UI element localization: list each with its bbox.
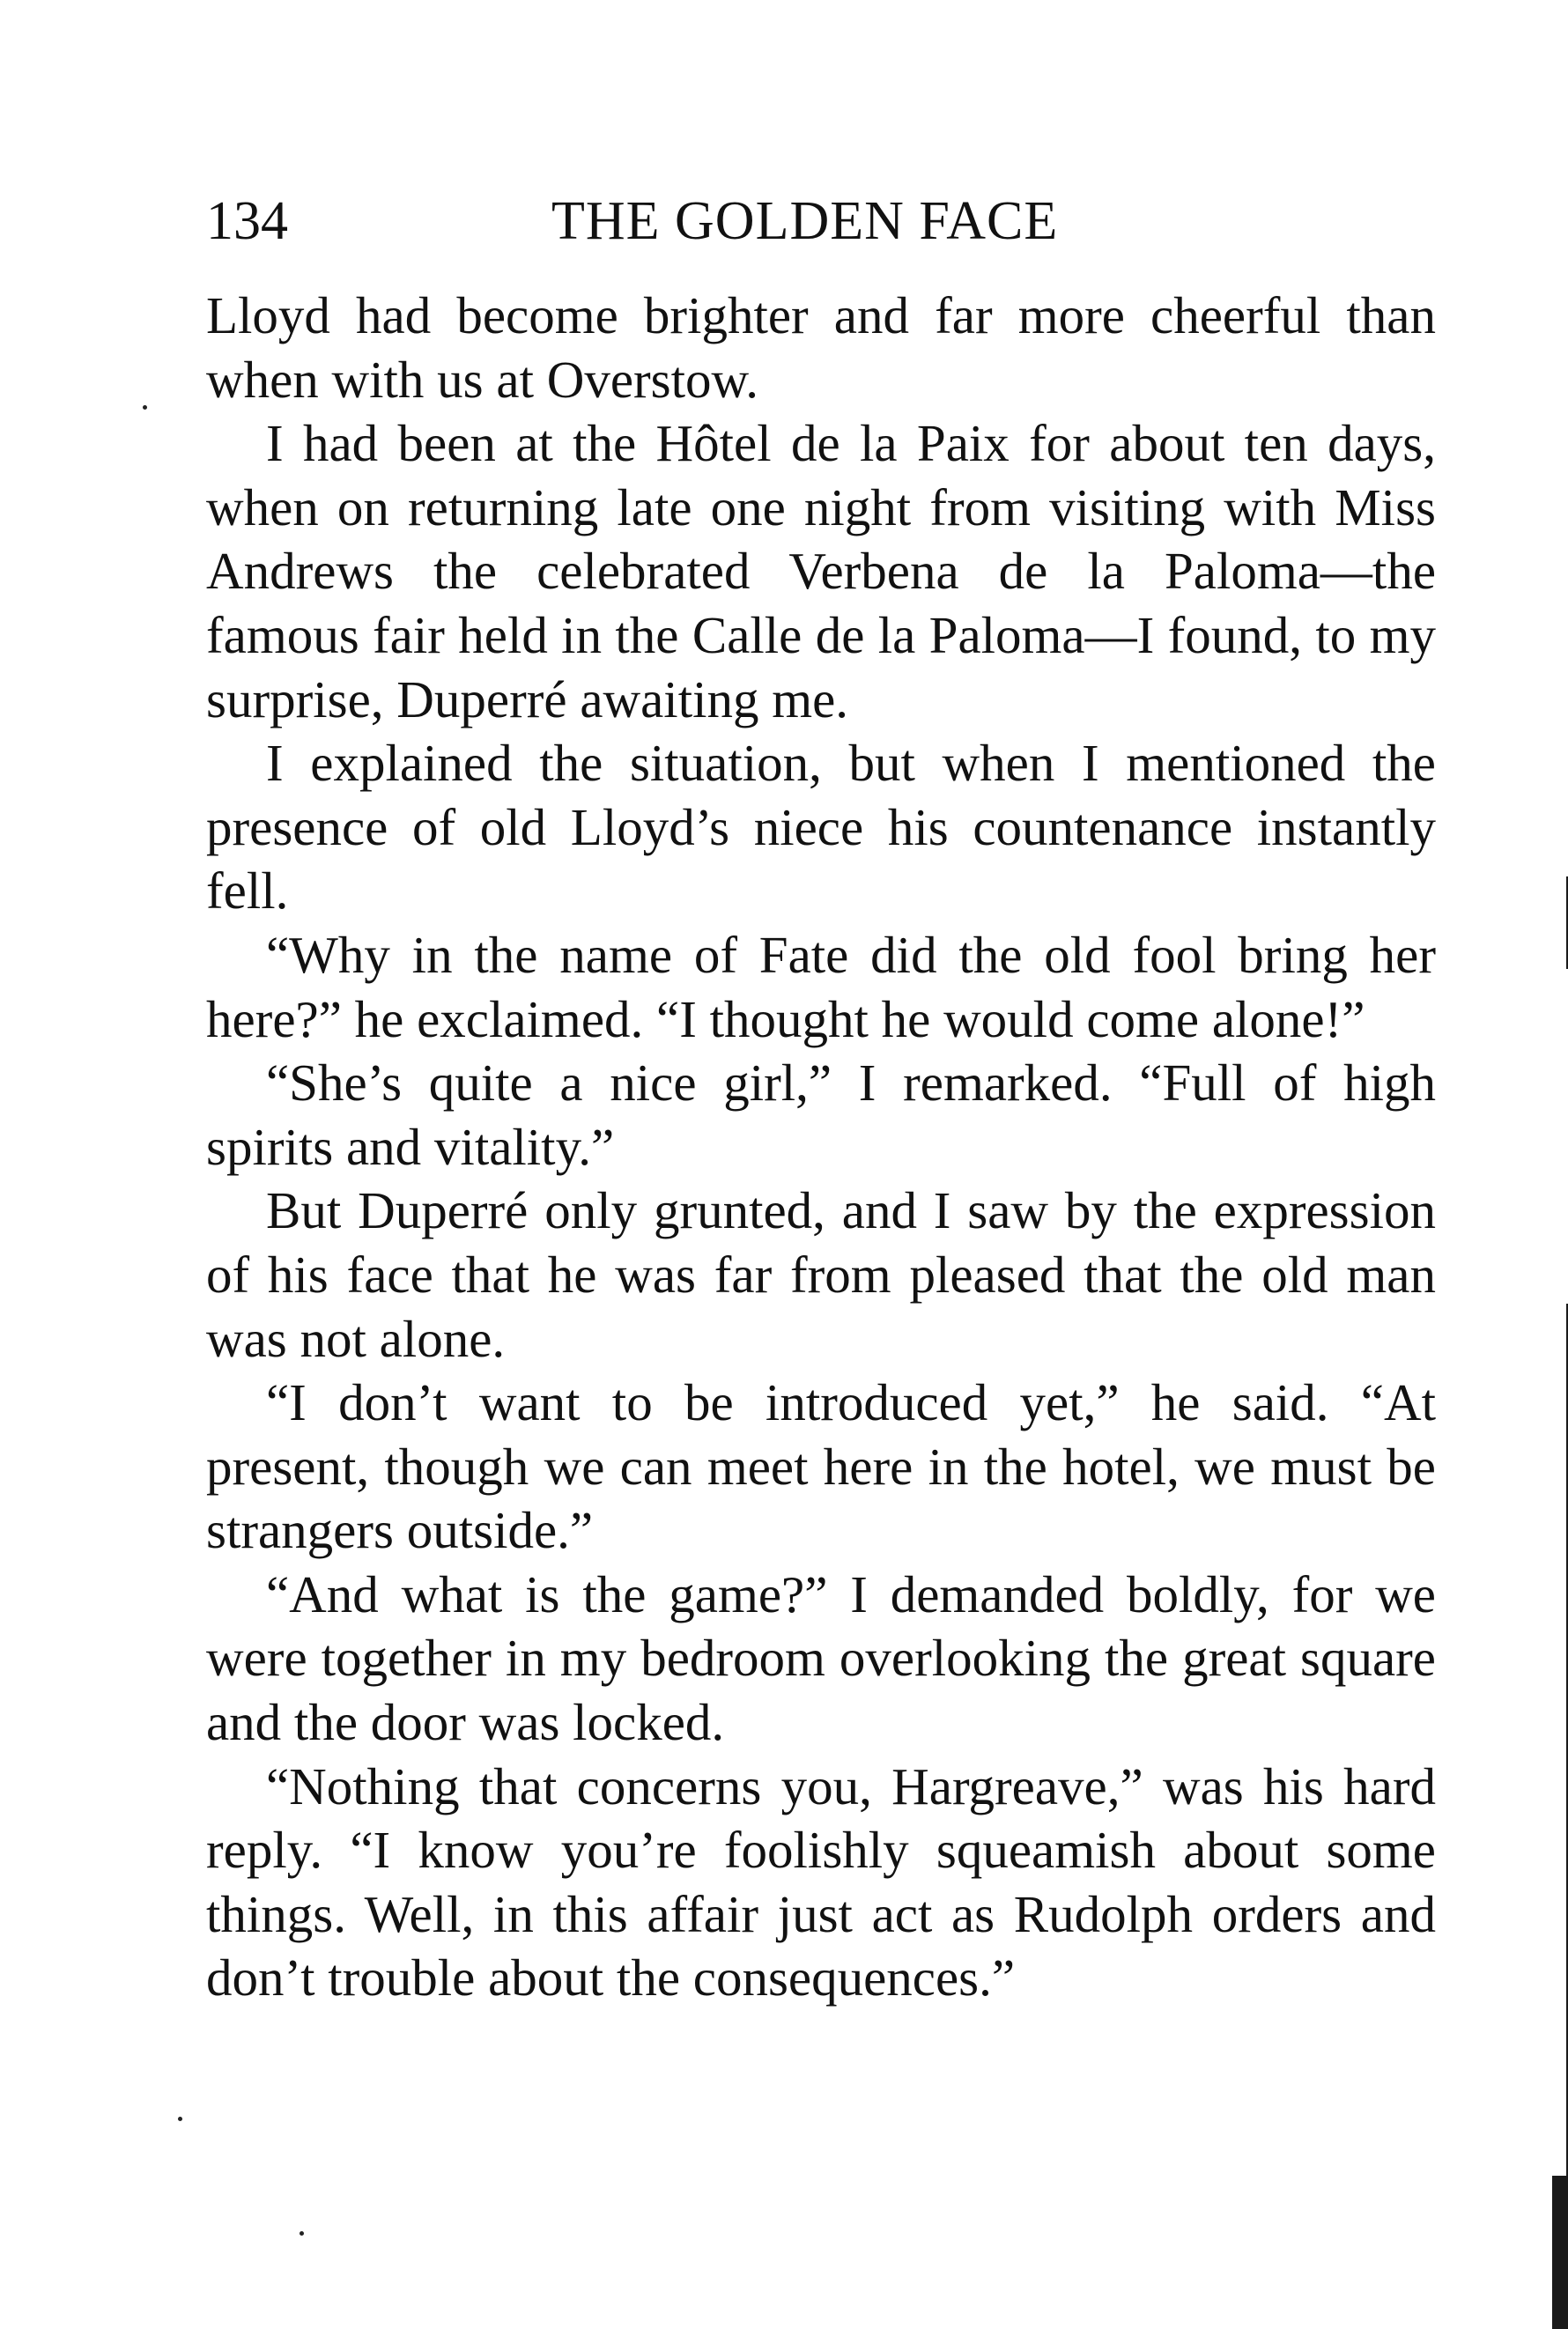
paragraph: Lloyd had become brighter and far more cheerful than when with us at Overstow. [206,286,1436,409]
body-text [206,284,1436,2010]
paragraph: “She’s quite a nice girl,” I remarked. “Full of high spirits and vitality.” [206,1054,1436,1176]
scan-edge-mark [1552,2176,1568,2329]
paragraph: I had been at the Hôtel de la Paix for about ten days, when on returning late one night from visiting with Miss Andrews the celebrated Verbena de la Paloma—the famous fair held in the Calle de la Paloma—I found, to my surprise, Duperré awaiting me. [206,414,1436,728]
scan-speck [178,2117,182,2121]
scan-speck [143,405,147,410]
paragraph: “Why in the name of Fate did the old fool bring her here?” he exclaimed. “I thought he would come alone!” [206,925,1436,1048]
paragraph: I explained the situation, but when I mentioned the presence of old Lloyd’s niece his countenance instantly fell. [206,734,1436,921]
paragraph: But Duperré only grunted, and I saw by the expression of his face that he was far from pleased that the old man was not alone. [206,1181,1436,1368]
page-number: 134 [206,191,288,251]
running-head [206,181,1439,261]
paragraph: “Nothing that concerns you, Hargreave,” was his hard reply. “I know you’re foolishly squeamish about some things. Well, in this affair just act as Rudolph orders and don’t trouble about the consequences.” [206,1756,1436,2007]
paragraph: “I don’t want to be introduced yet,” he said. “At present, though we can meet here in the hotel, we must be strangers outside.” [206,1373,1436,1560]
scan-speck [300,2231,304,2236]
running-title: THE GOLDEN FACE [551,191,1059,251]
paragraph: “And what is the game?” I demanded boldly, for we were together in my bedroom overlooking the great square and the door was locked. [206,1564,1436,1752]
